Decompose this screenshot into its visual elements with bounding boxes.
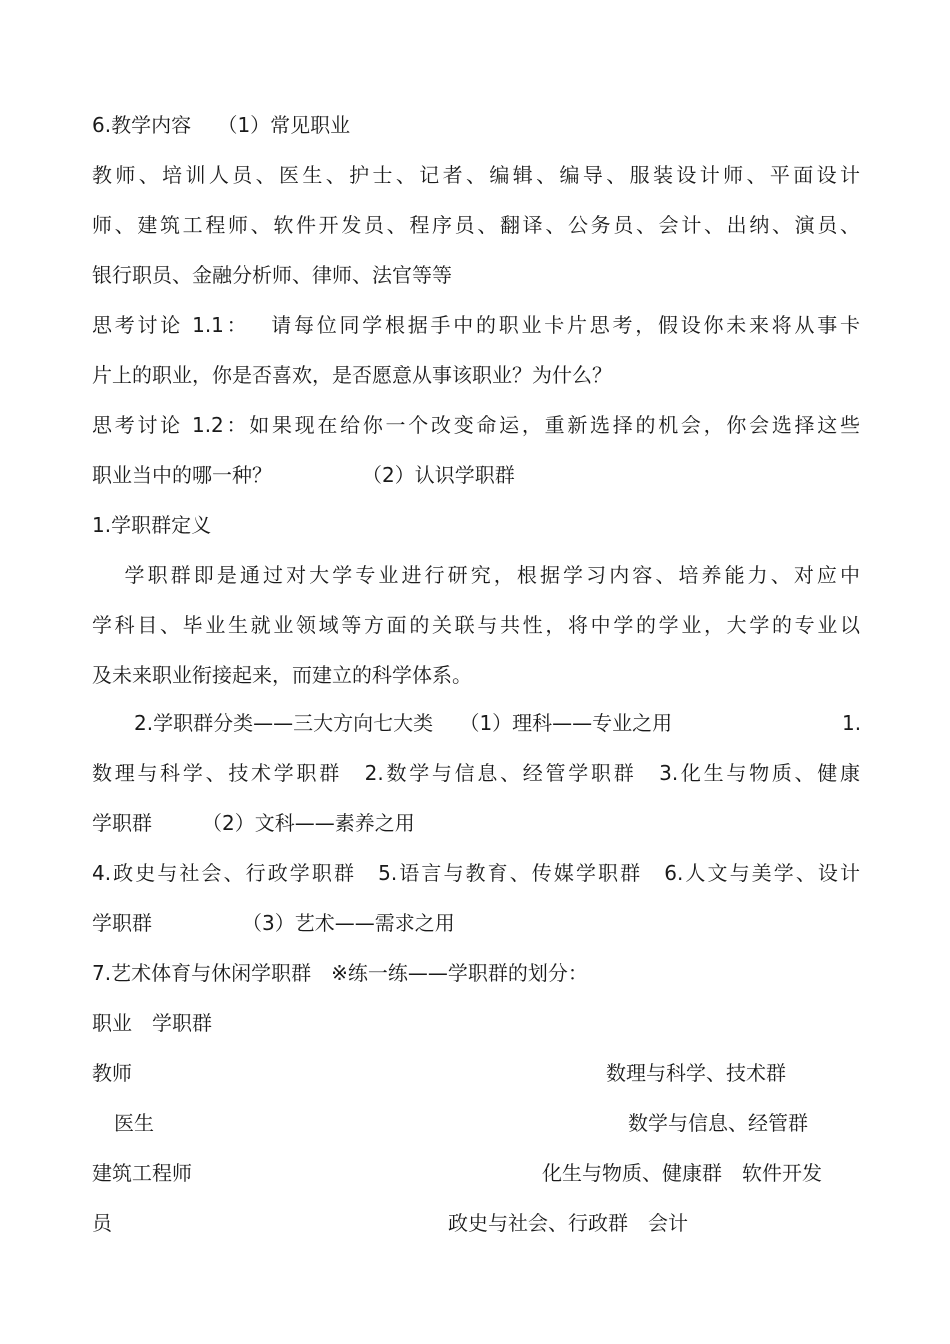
discussion-1-2: 思考讨论 1.2：如果现在给你一个改变命运，重新选择的机会，你会选择这些 — [92, 413, 860, 437]
job-item: 员 — [92, 1211, 112, 1235]
table-header: 职业 学职群 — [92, 1011, 212, 1035]
section-heading-teaching-content: 6.教学内容 （1）常见职业 — [92, 113, 351, 137]
paragraph-line: 7.艺术体育与休闲学职群 ※练一练——学职群的划分： — [92, 961, 588, 985]
paragraph-line: 学职群 （2）文科——素养之用 — [92, 811, 415, 835]
job-item: 建筑工程师 — [92, 1161, 192, 1185]
paragraph-line: 片上的职业，你是否喜欢，是否愿意从事该职业？为什么？ — [92, 363, 612, 387]
list-number: 1. — [842, 711, 862, 735]
paragraph-line: 4.政史与社会、行政学职群 5.语言与教育、传媒学职群 6.人文与美学、设计 — [92, 861, 860, 885]
group-item: 化生与物质、健康群 软件开发 — [542, 1161, 822, 1185]
paragraph-line: 教师、培训人员、医生、护士、记者、编辑、编导、服装设计师、平面设计 — [92, 163, 860, 187]
paragraph-line: 银行职员、金融分析师、律师、法官等等 — [92, 263, 452, 287]
subheading-classification: 2.学职群分类——三大方向七大类 （1）理科——专业之用 — [134, 711, 673, 735]
job-item: 教师 — [92, 1061, 132, 1085]
discussion-1-1: 思考讨论 1.1： 请每位同学根据手中的职业卡片思考，假设你未来将从事卡 — [92, 313, 860, 337]
group-item: 政史与社会、行政群 会计 — [448, 1211, 688, 1235]
group-item: 数理与科学、技术群 — [606, 1061, 786, 1085]
job-item: 医生 — [114, 1111, 154, 1135]
subheading-definition: 1.学职群定义 — [92, 513, 212, 537]
group-item: 数学与信息、经管群 — [628, 1111, 808, 1135]
paragraph-line: 学职群即是通过对大学专业进行研究，根据学习内容、培养能力、对应中 — [92, 563, 860, 587]
paragraph-line: 及未来职业衔接起来，而建立的科学体系。 — [92, 663, 472, 687]
paragraph-line: 职业当中的哪一种？ （2）认识学职群 — [92, 463, 515, 487]
paragraph-line: 数理与科学、技术学职群 2.数学与信息、经管学职群 3.化生与物质、健康 — [92, 761, 860, 785]
paragraph-line: 学科目、毕业生就业领域等方面的关联与共性，将中学的学业，大学的专业以 — [92, 613, 860, 637]
paragraph-line: 学职群 （3）艺术——需求之用 — [92, 911, 455, 935]
paragraph-line: 师、建筑工程师、软件开发员、程序员、翻译、公务员、会计、出纳、演员、 — [92, 213, 860, 237]
